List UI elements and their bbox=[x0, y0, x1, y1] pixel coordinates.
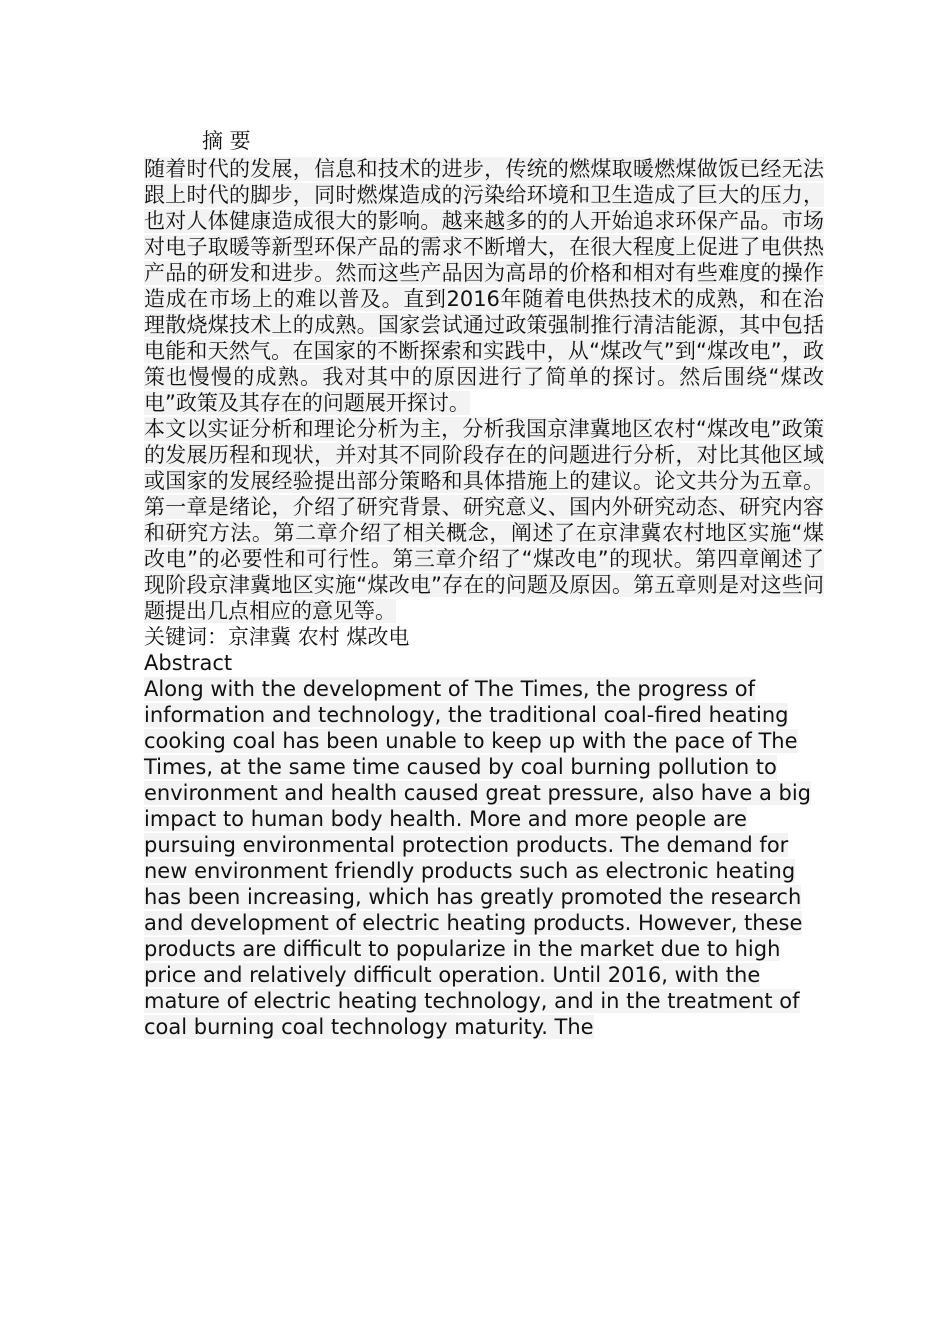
english-abstract-title: Abstract bbox=[144, 651, 233, 675]
paragraph-text: 本文以实证分析和理论分析为主，分析我国京津冀地区农村“煤改电”政策的发展历程和现状，并对其不同阶段存在的问题进行分析，对比其他区域或国家的发展经验提出部分策略和具体措施上的建议。论文共分为五章。第一章是绪论，介绍了研究背景、研究意义、国内外研究动态、研究内容和研究方法。第二章介绍了相关概念，阐述了在京津冀农村地区实施“煤改电”的必要性和可行性。第三章介绍了“煤改电”的现状。第四章阐述了现阶段京津冀地区实施“煤改电”存在的问题及原因。第五章则是对这些问题提出几点相应的意见等。 bbox=[144, 417, 824, 623]
keywords-line: 关键词：京津冀 农村 煤改电 bbox=[144, 625, 410, 649]
chinese-abstract-paragraph-2 bbox=[144, 416, 824, 624]
english-abstract-paragraph bbox=[144, 676, 824, 1040]
paragraph-text: Along with the development of The Times, the progress of information and technology, the traditional coal-fired heating cooking coal has been unable to keep up with the pace of The Times, at the same time caused by coal burning pollution to environment and health caused great pressure, also have a big impact to human body health. More and more people are pursuing environmental protection products. The demand for new environment friendly products such as electronic heating has been increasing, which has greatly promoted the research and development of electric heating products. However, these products are difficult to popularize in the market due to high price and relatively difficult operation. Until 2016, with the mature of electric heating technology, and in the treatment of coal burning coal technology maturity. The bbox=[144, 677, 812, 1039]
abstract-content bbox=[144, 126, 824, 1040]
paragraph-text: 随着时代的发展，信息和技术的进步，传统的燃煤取暖燃煤做饭已经无法跟上时代的脚步，同时燃煤造成的污染给环境和卫生造成了巨大的压力，也对人体健康造成很大的影响。越来越多的的人开始追求环保产品。市场对电子取暖等新型环保产品的需求不断增大，在很大程度上促进了电供热产品的研发和进步。然而这些产品因为高昂的价格和相对有些难度的操作造成在市场上的难以普及。直到2016年随着电供热技术的成熟，和在治理散烧煤技术上的成熟。国家尝试通过政策强制推行清洁能源，其中包括电能和天然气。在国家的不断探索和实践中，从“煤改气”到“煤改电”，政策也慢慢的成熟。我对其中的原因进行了简单的探讨。然后围绕“煤改电”政策及其存在的问题展开探讨。 bbox=[144, 157, 824, 415]
chinese-abstract-title: 摘 要 bbox=[202, 129, 251, 153]
chinese-abstract-paragraph-1 bbox=[144, 156, 824, 416]
